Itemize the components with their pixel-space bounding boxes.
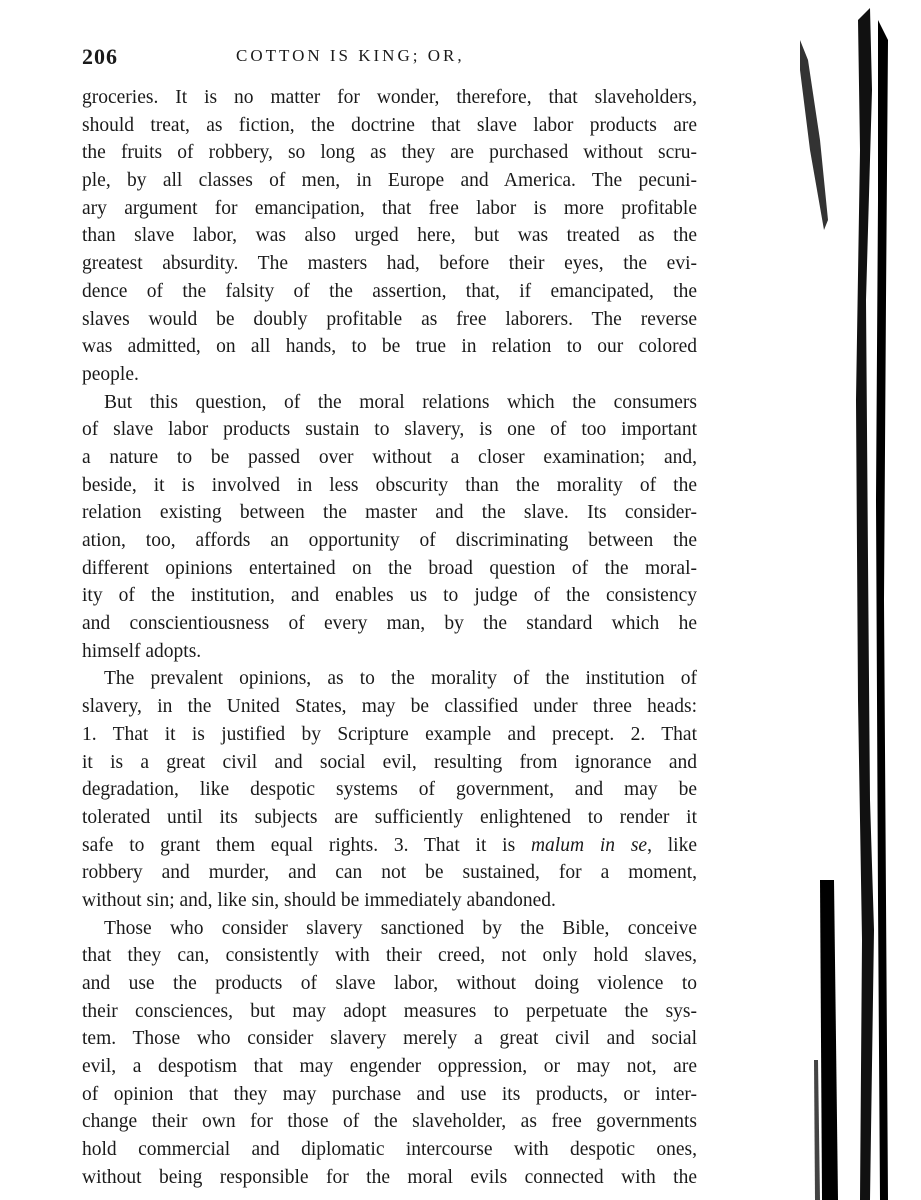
- text-line: tem. Those who consider slavery merely a great civil and social: [82, 1028, 697, 1050]
- text-line: ity of the institution, and enables us to judge of the consistency: [82, 585, 697, 607]
- text-line: different opinions entertained on the broad question of the moral-: [82, 557, 697, 579]
- page-number: 206: [82, 44, 118, 69]
- text-line: The prevalent opinions, as to the morality of the institution of: [104, 668, 697, 690]
- text-line: without being responsible for the moral evils connected with the: [82, 1166, 697, 1188]
- text-line: that they can, consistently with their creed, not only hold slaves,: [82, 945, 697, 967]
- text-line: greatest absurdity. The masters had, before their eyes, the evi-: [82, 253, 697, 275]
- text-line: was admitted, on all hands, to be true in relation to our colored: [82, 336, 697, 358]
- text-line: beside, it is involved in less obscurity than the morality of the: [82, 474, 697, 496]
- text-line: Those who consider slavery sanctioned by the Bible, conceive: [104, 917, 697, 939]
- text-line: their consciences, but may adopt measures to perpetuate the sys-: [82, 1000, 697, 1022]
- text-line: slaves would be doubly profitable as free laborers. The reverse: [82, 308, 697, 330]
- text-line: dence of the falsity of the assertion, that, if emancipated, the: [82, 280, 697, 302]
- text-line: robbery and murder, and can not be sustained, for a moment,: [82, 862, 697, 884]
- text-line: slavery, in the United States, may be classified under three heads:: [82, 696, 697, 718]
- text-line: change their own for those of the slaveholder, as free governments: [82, 1111, 697, 1133]
- running-title: COTTON IS KING; OR,: [236, 46, 465, 65]
- text-line: hold commercial and diplomatic intercourse with despotic ones,: [82, 1139, 697, 1161]
- text-line: degradation, like despotic systems of government, and may be: [82, 779, 697, 801]
- text-line: evil, a despotism that may engender oppression, or may not, are: [82, 1056, 697, 1078]
- text-line: But this question, of the moral relations which the consumers: [104, 391, 697, 413]
- italic-phrase: malum in se: [530, 834, 648, 856]
- text-line: should treat, as fiction, the doctrine that slave labor products are: [82, 114, 697, 136]
- text-line: and conscientiousness of every man, by the standard which he: [82, 613, 697, 635]
- text-line: and use the products of slave labor, without doing violence to: [82, 973, 697, 994]
- text-line: a nature to be passed over without a closer examination; and,: [82, 446, 697, 468]
- text-line: ple, by all classes of men, in Europe and America. The pecuni-: [82, 170, 697, 192]
- text-line: tolerated until its subjects are sufficiently enlightened to render it: [82, 806, 697, 828]
- text-line: himself adopts.: [82, 640, 202, 662]
- text-line: of slave labor products sustain to slavery, is one of too important: [82, 419, 697, 441]
- text-line: people.: [82, 363, 139, 385]
- text-line: it is a great civil and social evil, resulting from ignorance and: [82, 751, 697, 773]
- scan-edge-shadow: [800, 0, 921, 1200]
- text-line: 1. That it is justified by Scripture example and precept. 2. That: [82, 723, 697, 745]
- text-line: [82, 832, 697, 860]
- text-line: than slave labor, was also urged here, but was treated as the: [82, 225, 697, 247]
- text-segment: , like: [647, 834, 697, 856]
- text-line: of opinion that they may purchase and use its products, or inter-: [82, 1083, 697, 1105]
- text-line: groceries. It is no matter for wonder, therefore, that slaveholders,: [82, 87, 697, 108]
- text-segment: safe to grant them equal rights. 3. That it is: [82, 834, 531, 856]
- text-line: relation existing between the master and the slave. Its consider-: [82, 502, 697, 524]
- text-line: the fruits of robbery, so long as they are purchased without scru-: [82, 142, 697, 164]
- text-line: ation, too, affords an opportunity of discriminating between the: [82, 530, 697, 551]
- body-text: [82, 84, 697, 1192]
- text-line: ary argument for emancipation, that free labor is more profitable: [82, 197, 697, 219]
- text-line: without sin; and, like sin, should be immediately abandoned.: [82, 889, 556, 911]
